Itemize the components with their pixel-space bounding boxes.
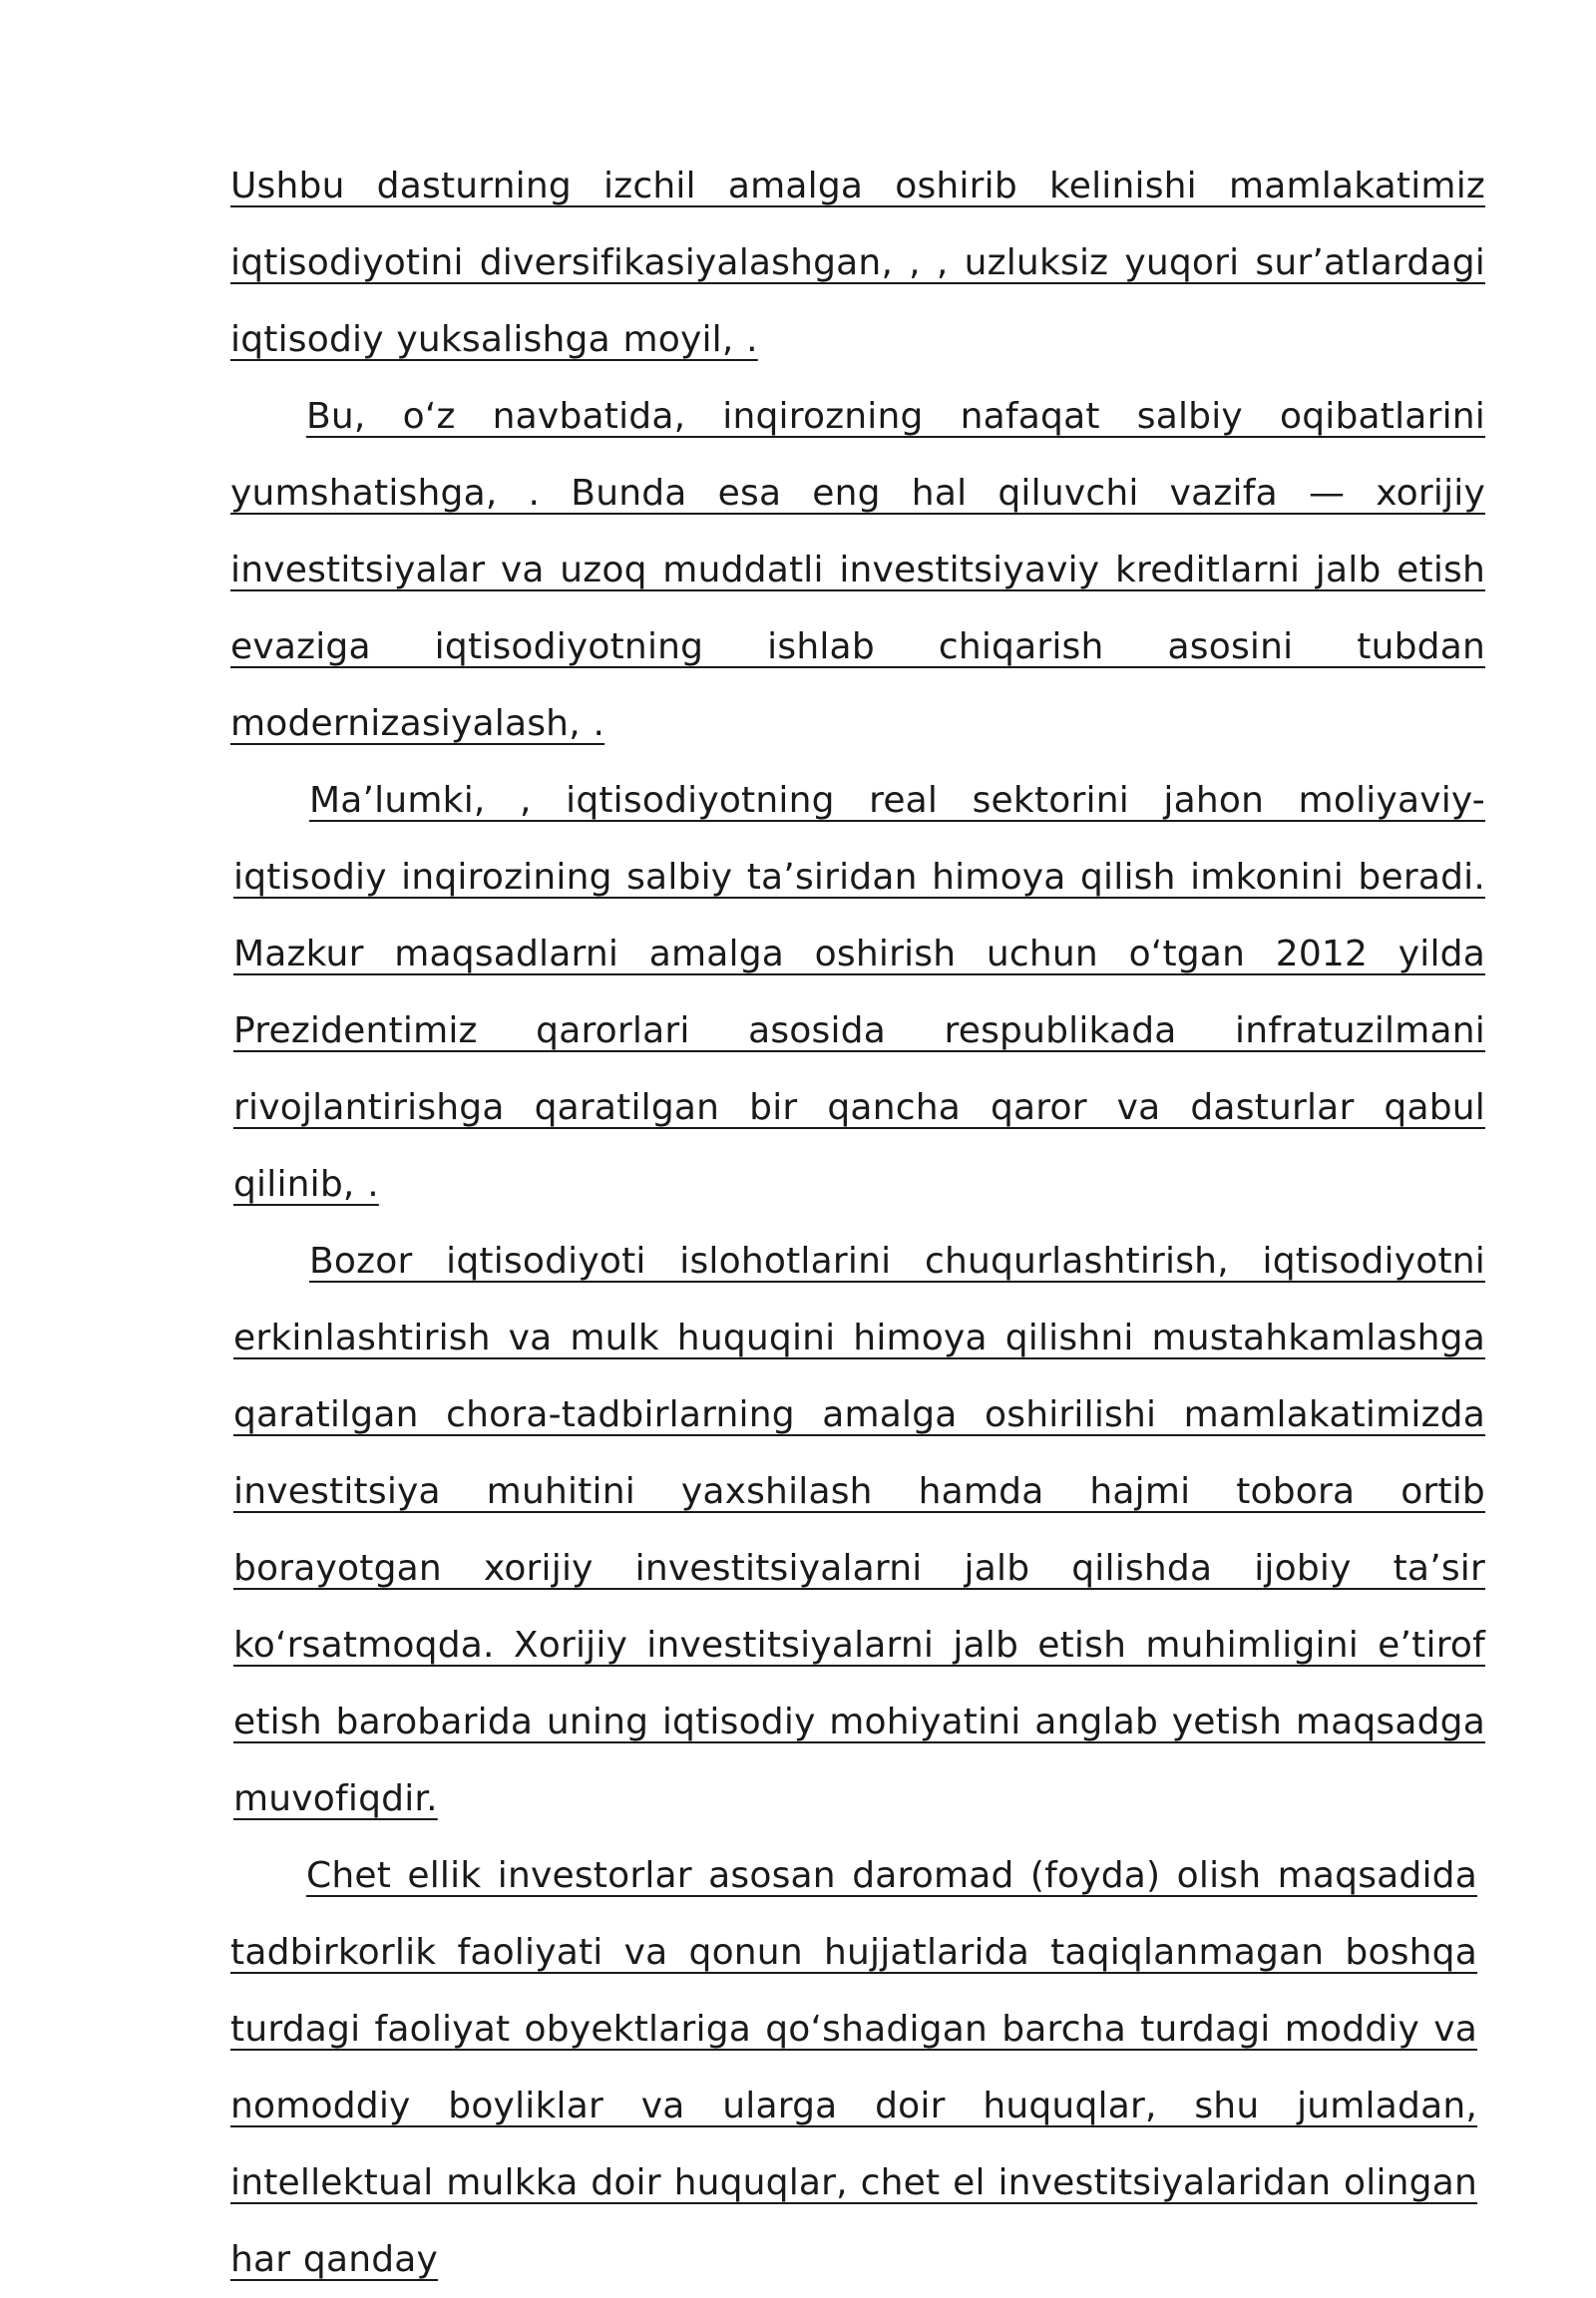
paragraph-5: Chet ellik investorlar asosan daromad (foyda) olish maqsadida tadbirkorlik faoliyati va qonun hujjatlarida taqiqlanmagan boshqa turdagi faoliyat obyektlariga qo‘shadigan barcha turdagi moddiy va nomoddiy boyliklar va ularga doir huquqlar, shu jumladan, intellektual mulkka doir huquqlar, chet el investitsiyalaridan olingan har qanday (230, 1855, 1477, 2280)
paragraph-1: Ushbu dasturning izchil amalga oshirib kelinishi mamlakatimiz iqtisodiyotini diversifikasiyalashgan, , , uzluksiz yuqori sur’atlardagi iqtisodiy yuksalishga moyil, . (230, 166, 1485, 360)
paragraph-2: Bu, o‘z navbatida, inqirozning nafaqat salbiy oqibatlarini yumshatishga, . Bunda esa eng hal qiluvchi vazifa — xorijiy investitsiyalar va uzoq muddatli investitsiyaviy kreditlarni jalb etish evaziga iqtisodiyotning ishlab chiqarish asosini tubdan modernizasiyalash, . (230, 396, 1485, 744)
paragraph-3: Ma’lumki, , iqtisodiyotning real sektorini jahon moliyaviy-iqtisodiy inqirozining salbiy ta’siridan himoya qilish imkonini beradi. Mazkur maqsadlarni amalga oshirish uchun o‘tgan 2012 yilda Prezidentimiz qarorlari asosida respublikada infratuzilmani rivojlantirishga qaratilgan bir qancha qaror va dasturlar qabul qilinib, . (233, 780, 1485, 1205)
document-body (230, 148, 1485, 2298)
paragraph-4: Bozor iqtisodiyoti islohotlarini chuqurlashtirish, iqtisodiyotni erkinlashtirish va mulk huquqini himoya qilishni mustahkamlashga qaratilgan chora-tadbirlarning amalga oshirilishi mamlakatimizda investitsiya muhitini yaxshilash hamda hajmi tobora ortib borayotgan xorijiy investitsiyalarni jalb qilishda ijobiy ta’sir ko‘rsatmoqda. Xorijiy investitsiyalarni jalb etish muhimligini e’tirof etish barobarida uning iqtisodiy mohiyatini anglab yetish maqsadga muvofiqdir. (233, 1241, 1485, 1819)
